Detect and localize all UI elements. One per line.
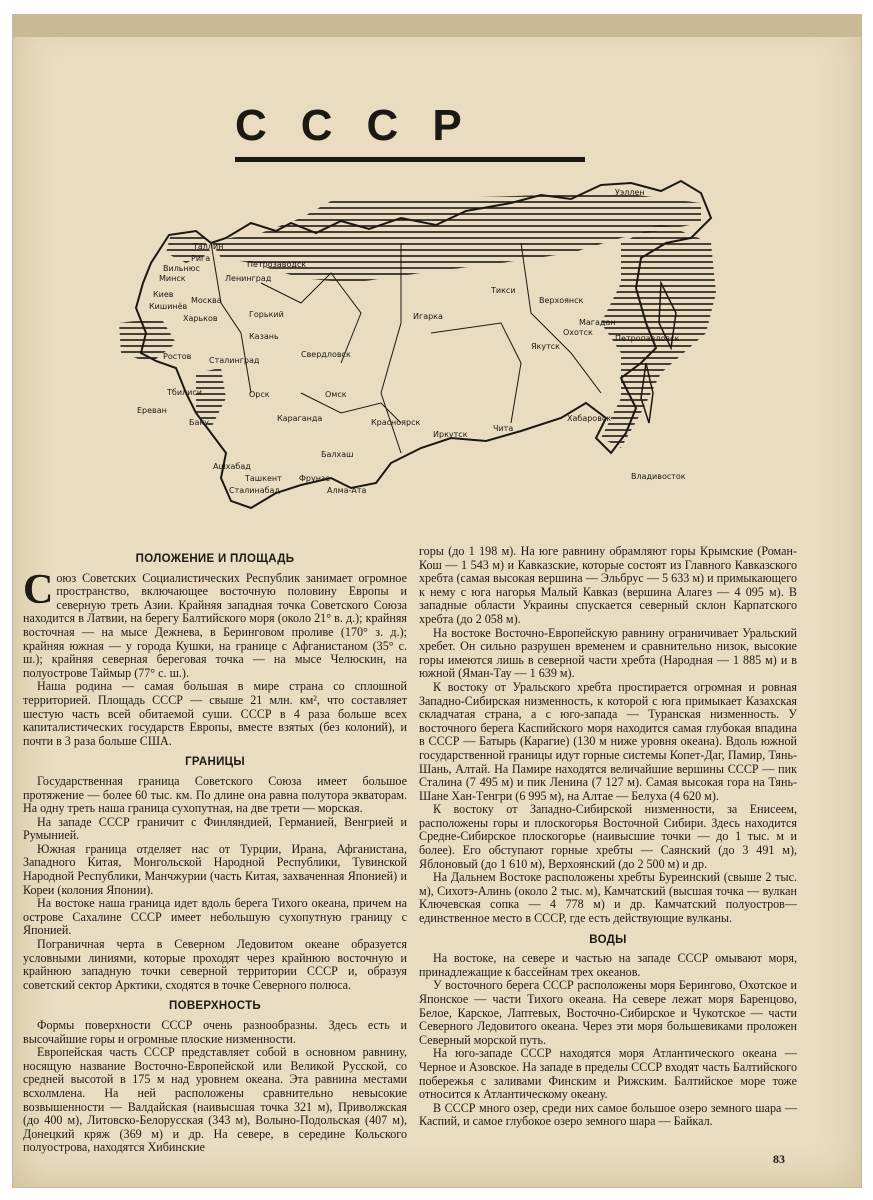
paragraph: На востоке Восточно-Европейскую равнину ограничивает Уральский хребет. Он сильно разрушен временем и сравнительно низок, высокие горы имеются лишь в северной части хребта (Народная — 1 885 м) и в южной (Яман-Тау — 1 639 м). — [419, 625, 797, 681]
map-label-chita: Чита — [493, 424, 514, 433]
map-label-frunze: Фрунзе — [299, 474, 331, 483]
paragraph: К востоку от Западно-Сибирской низменности, за Енисеем, расположены горы и плоскогорья Восточной Сибири. Здесь находится Средне-Сибирское плоскогорье (наивысшие точки — до 1 тыс. м и более). Его обступают горные хребты — Саянский (до 3 491 м), Яблоновый (до 1 610 м), Верхоянский (до 2 500 м) и др. — [419, 802, 797, 871]
map-label-erevan: Ереван — [137, 406, 167, 415]
map-label-karaganda: Караганда — [277, 414, 323, 423]
paragraph: На юго-западе СССР находятся моря Атлантического океана — Черное и Азовское. На западе в пределы СССР входят часть Балтийского побережья с заливами Финским и Рижским. Балтийское море тоже относится к Атлантическому океану. — [419, 1046, 797, 1102]
paragraph: Пограничная черта в Северном Ледовитом океане образуется условными линиями, которые проходят через крайнюю восточную и крайнюю западную точки северной территории СССР и, образуя советский сектор Арктики, сходятся в точке Северного полюса. — [23, 937, 407, 992]
map-label-stalingrad: Сталинград — [209, 356, 260, 365]
section-heading-surface: ПОВЕРХНОСТЬ — [169, 1000, 261, 1013]
paragraph: Государственная граница Советского Союза имеет большое протяжение — более 60 тыс. км. По длине она равна полутора экваторам. На одну треть наша граница сухопутная, на две трети — морская. — [23, 773, 407, 816]
map-label-minsk: Минск — [159, 274, 186, 283]
page-title: СССР — [235, 101, 496, 150]
paragraph: В СССР много озер, среди них самое большое озеро земного шара — Каспий, и самое глубокое озеро земного шара — Байкал. — [419, 1100, 797, 1129]
map-label-sverdlovsk: Свердловск — [301, 350, 351, 359]
page-top-edge — [13, 15, 861, 37]
paragraph: На востоке наша граница идет вдоль берега Тихого океана, причем на острове Сахалине СССР имеет небольшую сухопутную границу с Японией. — [23, 896, 407, 938]
map-label-leningrad: Ленинград — [225, 274, 272, 283]
paragraph: К востоку от Уральского хребта простирается огромная и ровная Западно-Сибирская низменность, к которой с юга примыкает Казахская складчатая страна, а с юго-запада — Туранская низменность. У восточного берега Каспийского моря находится самая глубокая впадина в СССР — Батырь (Карагие) (130 м ниже уровня океана). Вдоль южной государственной границы идут горные системы Копет-Даг, Памир, Тянь-Шань, Алтай. На Памире находятся величайшие вершины СССР — пик Сталина (7 495 м) и пик Ленина (7 127 м). Самая высокая гора на Тянь-Шане Хан-Тенгри (6 995 м), на Алтае — Белуха (4 620 м). — [419, 679, 797, 803]
paragraph-text: оюз Советских Социалистических Республик занимает огромное пространство, включающее восточную половину Европы и северную треть Азии. Крайняя западная точка Советского Союза находится в Латвии, на берегу Балтийского моря (около 21° в. д.); крайняя восточная — на мысе Дежнева, в Беринговом проливе (170° з. д.); крайняя южная — у города Кушки, на границе с Афганистаном (35° с. ш.); крайняя северная береговая точка — на мысе Челюскин, на полуострове Таймыр (77° с. ш.). — [23, 570, 407, 680]
right-column — [419, 545, 797, 1129]
page-number: 83 — [773, 1152, 785, 1166]
paragraph: На востоке, на севере и частью на западе СССР омывают моря, принадлежащие к бассейнам трех океанов. — [419, 951, 797, 979]
map-label-orsk: Орск — [249, 390, 270, 399]
book-page — [12, 14, 862, 1188]
map-label-khabarovsk: Хабаровск — [567, 414, 612, 423]
map-label-verkhoyansk: Верхоянск — [539, 296, 584, 305]
map-label-vladivostok: Владивосток — [631, 472, 686, 481]
map-label-kishinev: Кишинёв — [149, 302, 188, 311]
map-label-kiev: Киев — [153, 290, 174, 299]
paragraph: горы (до 1 198 м). На юге равнину обрамляют горы Крымские (Роман-Кош — 1 543 м) и Кавказские, которые состоят из Главного Кавказского хребта (самая высокая вершина — Эльбрус — 5 633 м) и примыкающего к нему с юга нагорья Малый Кавказ (вершина Алагез — 4 095 м). В западные области Украины спускается северный склон Карпатского хребта (до 2 058 м). — [419, 544, 797, 626]
map-label-ashkhabad: Ашхабад — [213, 462, 251, 471]
map-label-tallin: Таллин — [193, 242, 224, 251]
title-underline — [235, 157, 585, 162]
paragraph: Европейская часть СССР представляет собой в основном равнину, носящую название Восточно-Европейской или Великой Русской, со средней высотой в 175 м над уровнем океана. Эта равнина местами всхолмлена. На ней расположены сравнительно невысокие возвышенности — Валдайская (наивысшая точка 321 м), Приволжская (до 400 м), Литовско-Белорусская (343 м), Волыно-Подольская (407 м), Донецкий кряж (369 м) и др. На севере, в середине Кольского полуострова, находятся Хибинские — [23, 1045, 407, 1155]
drop-cap: С — [23, 566, 54, 613]
paragraph: Формы поверхности СССР очень разнообразны. Здесь есть и высочайшие горы и огромные плоские низменности. — [23, 1018, 407, 1046]
left-column — [23, 545, 407, 1155]
map-label-kazan: Казань — [249, 332, 279, 341]
ussr-map — [101, 163, 791, 543]
map-label-uellen: Уэллен — [615, 188, 645, 197]
map-label-moskva: Москва — [191, 296, 222, 305]
section-heading-waters: ВОДЫ — [589, 933, 627, 946]
paragraph — [23, 566, 407, 681]
map-label-yakutsk: Якутск — [531, 342, 561, 351]
map-label-irkutsk: Иркутск — [433, 430, 468, 439]
map-label-tashkent: Ташкент — [245, 474, 282, 483]
paragraph: Южная граница отделяет нас от Турции, Ирана, Афганистана, Западного Китая, Монгольской Народной Республики, Тувинской Народной Республики, Манчжурии (часть Китая, захваченная Японией) и Кореи (колония Японии). — [23, 841, 407, 897]
map-label-petropavlovsk: Петропавловск — [615, 334, 680, 343]
paragraph: На Дальнем Востоке расположены хребты Буреинский (свыше 2 тыс. м), Сихотэ-Алинь (около 2 тыс. м), Камчатский (высшая точка — вулкан Ключевская сопка — 4 778 м) и др. Камчатский полуостров—единственное место в СССР, где есть действующие вулканы. — [419, 870, 797, 926]
section-heading-position: ПОЛОЖЕНИЕ И ПЛОЩАДЬ — [135, 553, 295, 565]
map-label-igarka: Игарка — [413, 312, 443, 321]
map-label-kharkov: Харьков — [183, 314, 218, 323]
map-label-balkhash: Балхаш — [321, 450, 354, 459]
map-label-riga: Рига — [191, 254, 211, 263]
section-heading-borders: ГРАНИЦЫ — [185, 756, 245, 769]
map-label-tiksi: Тикси — [491, 286, 516, 295]
map-label-omsk: Омск — [325, 390, 347, 399]
map-label-magadan: Магадан — [579, 318, 616, 327]
map-label-rostov: Ростов — [163, 352, 192, 361]
paragraph: Наша родина — самая большая в мире страна со сплошной территорией. Площадь СССР — свыше 21 млн. км², что составляет шестую часть всей обитаемой суши. СССР в 4 раза больше всех капиталистических государств Европы, вместе взятых (без колоний), и почти в 3 раза больше США. — [23, 679, 407, 748]
paragraph: У восточного берега СССР расположены моря Берингово, Охотское и Японское — части Тихого океана. На севере лежат моря Баренцово, Белое, Карское, Лаптевых, Восточно-Сибирское и Чукотское — части Северного Ледовитого океана. Через эти моря большевиками проложен Северный морской путь. — [419, 978, 797, 1047]
map-label-tbilisi: Тбилиси — [167, 388, 202, 397]
map-label-krasnoyarsk: Красноярск — [371, 418, 421, 427]
map-label-gorky: Горький — [249, 310, 284, 319]
paragraph: На западе СССР граничит с Финляндией, Германией, Венгрией и Румынией. — [23, 814, 407, 843]
map-label-okhotsk: Охотск — [563, 328, 593, 337]
map-label-stalinabad: Сталинабад — [229, 486, 280, 495]
map-label-petrozavodsk: Петрозаводск — [247, 260, 307, 269]
map-label-baku: Баку — [189, 418, 209, 427]
map-label-vilnius: Вильнюс — [163, 264, 200, 273]
map-label-alma-ata: Алма-Ата — [327, 486, 367, 495]
